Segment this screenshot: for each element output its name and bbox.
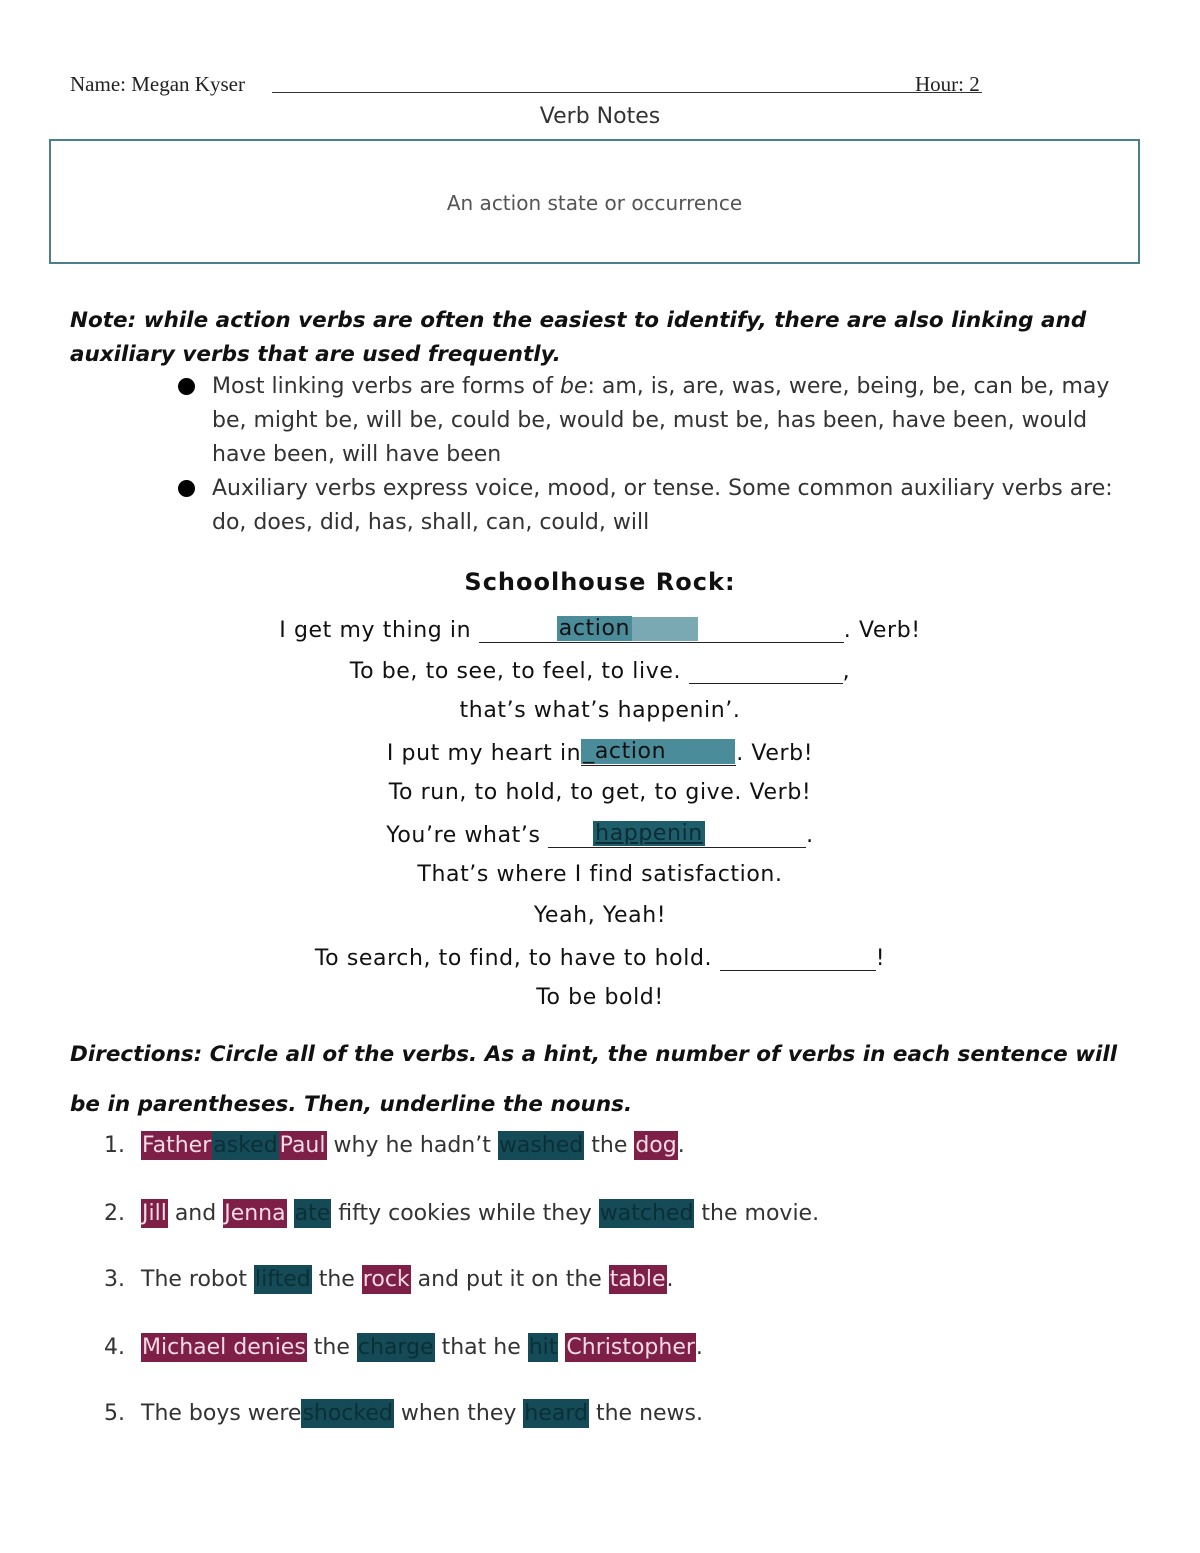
lyric-line-2: To be, to see, to feel, to live. , xyxy=(349,659,851,684)
lyric-line-4: I put my heart in_action . Verb! xyxy=(386,739,814,766)
song-title: Schoolhouse Rock: xyxy=(464,568,736,596)
sentence-5: 5. The boys wereshocked when they heard the news. xyxy=(104,1401,704,1426)
verb-highlight[interactable]: asked xyxy=(213,1133,278,1158)
answer-happenin: happenin xyxy=(595,821,703,846)
verb-highlight[interactable]: ate xyxy=(294,1201,331,1226)
directions-paragraph: Directions: Circle all of the verbs. As a hint, the number of verbs in each sentence will be in parentheses. Then, underline the nouns. xyxy=(70,1042,1118,1117)
verb-highlight[interactable]: washed xyxy=(498,1133,584,1158)
verb-highlight[interactable]: heard xyxy=(524,1401,588,1426)
noun-highlight[interactable]: Paul xyxy=(279,1133,326,1158)
verb-definition: An action state or occurrence xyxy=(446,191,743,215)
blank-5[interactable] xyxy=(720,944,876,971)
verb-highlight[interactable]: watched xyxy=(599,1201,694,1226)
verb-highlight[interactable]: hit xyxy=(528,1335,558,1360)
bullet-text: Most linking verbs are forms of be: am, is, are, was, were, being, be, can be, may be, might be, will be, could be, would be, must be, has been, have been, would have been, will have been xyxy=(212,374,1110,467)
name-hour-line xyxy=(70,72,990,98)
noun-highlight[interactable]: rock xyxy=(362,1267,410,1292)
be-emphasis: be xyxy=(559,374,588,399)
lyric-line-10: To be bold! xyxy=(536,985,664,1010)
class-hour: Hour: 2 xyxy=(915,72,980,96)
verb-highlight[interactable]: charge xyxy=(357,1335,434,1360)
blank-2[interactable] xyxy=(689,657,843,684)
blank-4[interactable] xyxy=(548,821,806,848)
noun-highlight[interactable]: Father xyxy=(142,1133,212,1158)
definition-box xyxy=(49,139,1140,264)
lyric-line-1: I get my thing in action . Verb! xyxy=(279,616,921,643)
sentence-3: 3. The robot lifted the rock and put it on the table. xyxy=(104,1267,674,1292)
blank-1[interactable] xyxy=(479,616,844,643)
bullet-linking-verbs xyxy=(70,370,1140,472)
lyric-line-9: To search, to find, to have to hold. ! xyxy=(314,946,886,971)
document-title: Verb Notes xyxy=(539,104,661,129)
bullet-dot-icon xyxy=(178,378,195,395)
answer-action-1: action xyxy=(558,616,631,641)
name-underline xyxy=(272,92,982,93)
lyric-line-5: To run, to hold, to get, to give. Verb! xyxy=(388,780,812,805)
answer-highlight xyxy=(632,617,698,641)
lyric-line-3: that’s what’s happenin’. xyxy=(459,698,741,723)
sentence-2: 2. Jill and Jenna ate fifty cookies while they watched the movie. xyxy=(104,1201,820,1226)
bullet-auxiliary-verbs xyxy=(70,472,1140,540)
noun-highlight[interactable]: Jill xyxy=(142,1201,167,1226)
noun-highlight[interactable]: table xyxy=(609,1267,666,1292)
bullet-dot-icon xyxy=(178,480,195,497)
student-name: Name: Megan Kyser xyxy=(70,72,245,96)
verb-highlight[interactable]: lifted xyxy=(254,1267,311,1292)
lyric-line-8: Yeah, Yeah! xyxy=(533,903,667,928)
noun-highlight[interactable]: Jenna xyxy=(224,1201,286,1226)
verb-highlight[interactable]: shocked xyxy=(302,1401,393,1426)
sentence-1: 1. FatheraskedPaul why he hadn’t washed the dog. xyxy=(104,1133,685,1158)
lyric-line-6: You’re what’s happenin . xyxy=(386,821,814,848)
lyric-line-7: That’s where I find satisfaction. xyxy=(417,862,783,887)
noun-highlight[interactable]: Christopher xyxy=(566,1335,695,1360)
answer-action-2: _action xyxy=(581,739,735,764)
sentence-4: 4. Michael denies the charge that he hit Christopher. xyxy=(104,1335,703,1360)
note-paragraph: Note: while action verbs are often the easiest to identify, there are also linking and auxiliary verbs that are used frequently. xyxy=(70,308,1087,367)
noun-highlight[interactable]: Michael denies xyxy=(142,1335,306,1360)
bullet-text: Auxiliary verbs express voice, mood, or tense. Some common auxiliary verbs are: do, does, did, has, shall, can, could, will xyxy=(212,476,1113,535)
blank-3[interactable] xyxy=(581,739,736,766)
noun-highlight[interactable]: dog xyxy=(635,1133,677,1158)
